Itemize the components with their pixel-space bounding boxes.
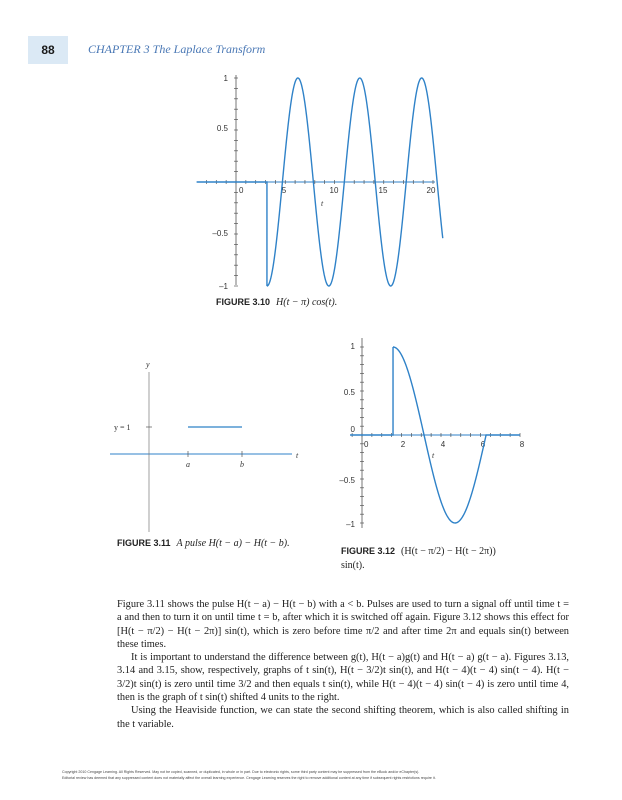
footer-line-1: Copyright 2010 Cengage Learning. All Rights Reserved. May not be copied, scanned, or duplicated, in whole or in part. Due to electronic rights, some third party content may be suppressed from the eBook and/or eChapter(s). (62, 770, 420, 774)
fig312-ytick-neg-1: –1 (346, 520, 355, 529)
fig310-ytick-0-5: 0.5 (216, 124, 228, 133)
fig311-ytick-label: y = 1 (114, 423, 131, 432)
fig310-xtick-5: 5 (281, 186, 287, 195)
body-paragraph-3: Using the Heaviside function, we can state the second shifting theorem, which is also called shifting in the t variable. (117, 705, 569, 730)
fig310-ytick-1: 1 (223, 74, 228, 83)
fig312-xtick-2: 2 (400, 440, 406, 449)
figure-3-10-caption (216, 297, 337, 308)
figure-3-12-label: FIGURE 3.12 (341, 546, 396, 556)
fig311-ylabel: y (146, 360, 150, 369)
footer-line-2: Editorial review has deemed that any suppressed content does not materially affect the overall learning experience. Cengage Learning reserves the right to remove additional content at any time if subsequent rights restrictions require it. (62, 776, 436, 780)
page-number: 88 (28, 36, 68, 64)
figure-3-12-plot (339, 338, 524, 529)
figure-3-12-caption (341, 544, 541, 573)
fig312-xtick-0: 0 (364, 440, 369, 449)
fig312-ytick-0-5: 0.5 (343, 388, 355, 397)
fig311-xlabel: t (296, 451, 299, 460)
fig312-ytick-neg-0-5: –0.5 (339, 476, 355, 485)
fig310-xlabel: t (321, 199, 324, 208)
copyright-footer (62, 769, 572, 781)
fig312-xlabel: t (432, 451, 435, 460)
figure-3-11-plot (110, 360, 299, 532)
fig312-ytick-1: 1 (350, 342, 355, 351)
fig310-xtick-20: 20 (426, 186, 436, 195)
chapter-header: CHAPTER 3 The Laplace Transform (88, 42, 266, 56)
figure-3-11-label: FIGURE 3.11 (117, 538, 171, 548)
fig311-xtick-a: a (186, 460, 190, 469)
fig310-ytick-neg-1: –1 (219, 282, 228, 291)
fig310-xtick-10: 10 (329, 186, 339, 195)
body-paragraph-2: It is important to understand the difference between g(t), H(t − a)g(t) and H(t − a) g(t − a). Figures 3.13, 3.14 and 3.15, show, respectively, graphs of t sin(t), H(t − 3/2)t sin(t), and H(t − 4)(t − 4) sin(t − 4). H(t − 3/2)t sin(t) is zero until time 3/2 and then equals t sin(t), while H(t − 4)(t − 4) sin(t − 4) is zero until time 4, then is the graph of t sin(t) shifted 4 units to the right. (117, 652, 569, 704)
body-text (117, 598, 569, 731)
figure-3-10-caption-text: H(t − π) cos(t). (276, 297, 338, 308)
fig312-xtick-6: 6 (480, 440, 486, 449)
body-paragraph-1: Figure 3.11 shows the pulse H(t − a) − H(t − b) with a < b. Pulses are used to turn a signal off until time t = a and then to turn it on until time t = b, after which it is switched off again. Figure 3.12 shows this effect for [H(t − π/2) − H(t − 2π)] sin(t), which is zero before time π/2 and after time 2π and equals sin(t) between these times. (117, 599, 569, 650)
fig310-ytick-neg-0-5: –0.5 (212, 229, 228, 238)
figure-3-11-caption (117, 538, 290, 549)
figure-3-11-caption-text: A pulse H(t − a) − H(t − b). (176, 538, 290, 549)
fig312-xtick-4: 4 (440, 440, 446, 449)
fig310-xtick-0: 0 (239, 186, 244, 195)
figure-3-10-plot (197, 74, 443, 291)
figure-3-10-label: FIGURE 3.10 (216, 297, 271, 307)
fig312-ytick-0: 0 (350, 425, 355, 434)
figure-3-12-caption-line1: (H(t − π/2) − H(t − 2π)) (401, 546, 496, 557)
fig310-xtick-15: 15 (378, 186, 388, 195)
fig312-xtick-8: 8 (519, 440, 525, 449)
fig311-xtick-b: b (240, 460, 244, 469)
figure-3-12-caption-line2: sin(t). (341, 560, 365, 571)
